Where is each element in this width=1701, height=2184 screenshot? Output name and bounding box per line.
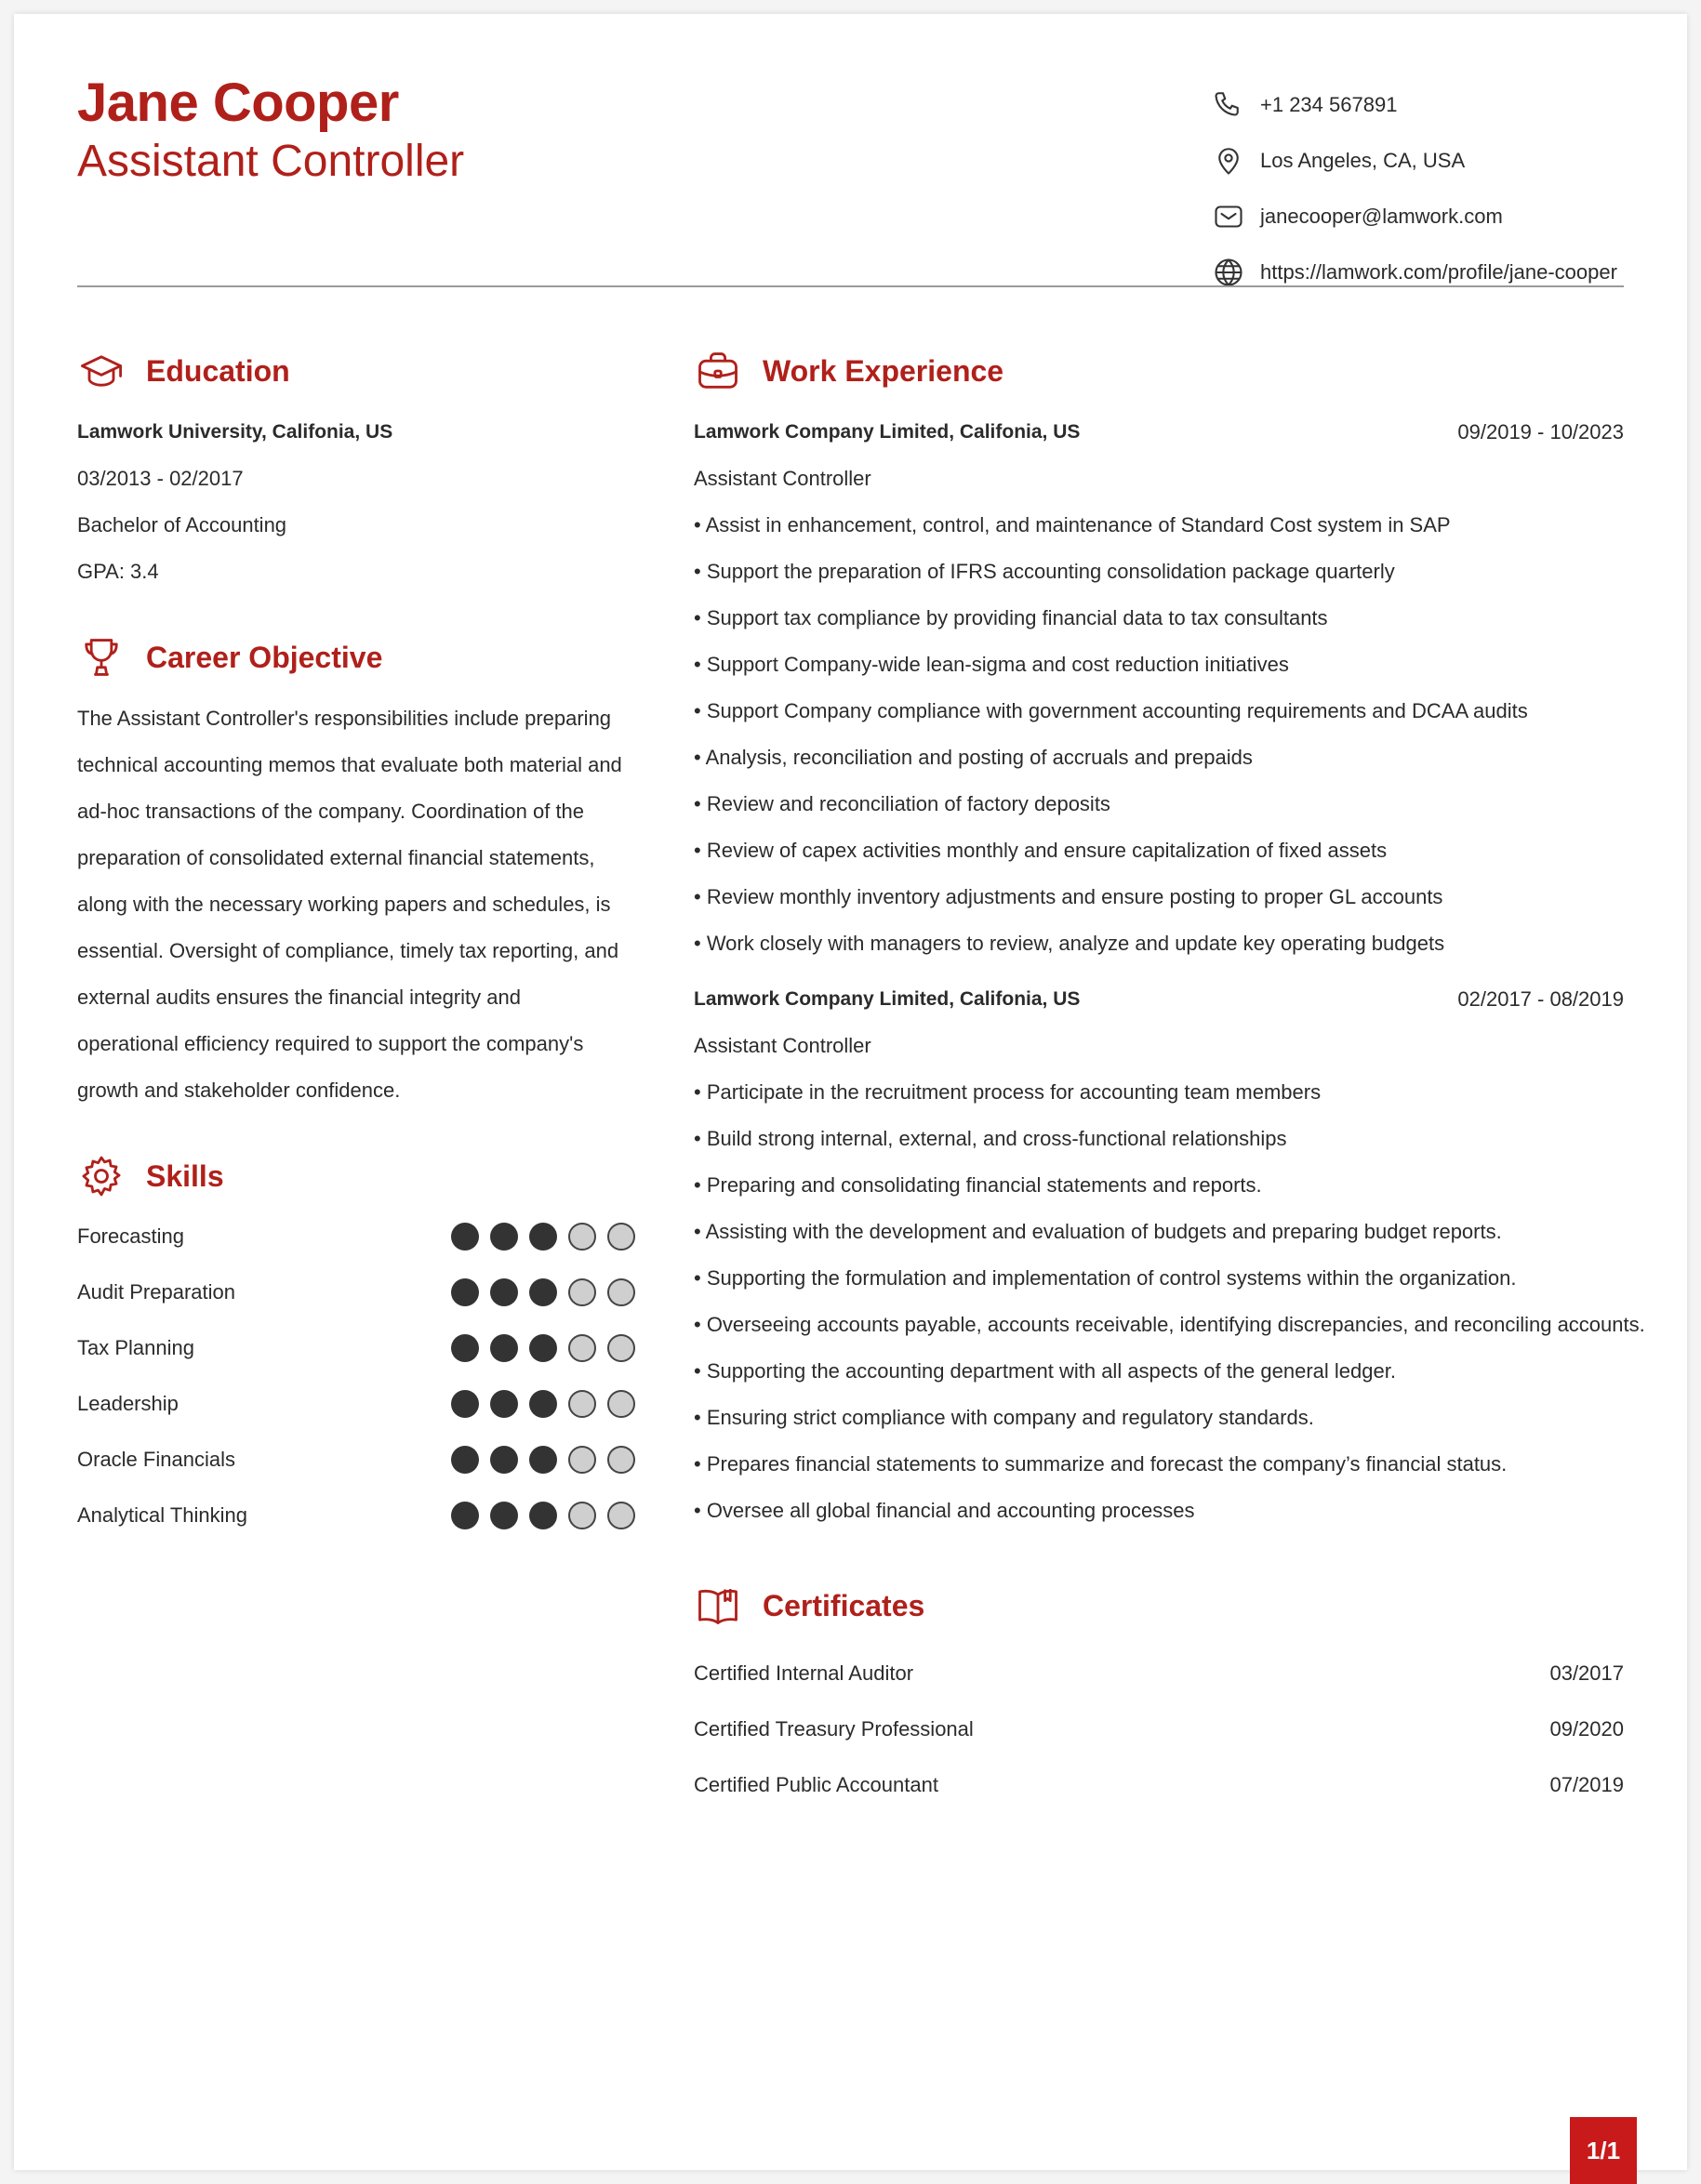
job-bullet: • Assisting with the development and evaluation of budgets and preparing budget reports.	[694, 1220, 1502, 1243]
contact-location-text: Los Angeles, CA, USA	[1260, 149, 1466, 172]
skill-rating	[451, 1502, 635, 1529]
skill-row	[77, 1488, 635, 1543]
job-dates: 09/2019 - 10/2023	[1457, 420, 1624, 443]
graduation-cap-icon	[77, 347, 126, 395]
job-entry	[694, 976, 1645, 1534]
certificates-title: Certificates	[763, 1588, 925, 1622]
skill-row	[77, 1432, 635, 1488]
job-entry	[694, 409, 1624, 967]
resume-page	[14, 14, 1687, 2170]
job-company: Lamwork Company Limited, Califonia, US	[694, 421, 1081, 443]
rating-dot-filled	[529, 1223, 557, 1251]
header-divider	[77, 285, 1624, 287]
rating-dot-filled	[529, 1334, 557, 1362]
certificates-section	[694, 1579, 1624, 1813]
education-title: Education	[146, 353, 290, 388]
rating-dot-empty	[568, 1446, 596, 1474]
objective-title: Career Objective	[146, 640, 383, 674]
job-bullet: • Support Company-wide lean-sigma and cost reduction initiatives	[694, 653, 1289, 676]
contact-email-text: janecooper@lamwork.com	[1260, 205, 1503, 228]
globe-icon	[1212, 256, 1245, 289]
contact-location	[1212, 133, 1640, 189]
certificate-name: Certified Internal Auditor	[694, 1661, 914, 1685]
job-header	[694, 976, 1624, 1023]
rating-dot-filled	[451, 1446, 479, 1474]
book-icon	[694, 1582, 742, 1630]
job-header	[694, 409, 1624, 456]
rating-dot-empty	[568, 1223, 596, 1251]
job-dates: 02/2017 - 08/2019	[1457, 987, 1624, 1011]
rating-dot-filled	[490, 1223, 518, 1251]
gear-icon	[77, 1152, 126, 1200]
work-title: Work Experience	[763, 353, 1004, 388]
rating-dot-empty	[568, 1390, 596, 1418]
education-school: Lamwork University, Califonia, US	[77, 421, 393, 443]
skill-name: Forecasting	[77, 1224, 184, 1248]
certificate-date: 07/2019	[1549, 1773, 1624, 1796]
skill-name: Leadership	[77, 1392, 179, 1415]
certificate-name: Certified Treasury Professional	[694, 1717, 974, 1741]
certificate-row	[694, 1757, 1624, 1813]
rating-dot-filled	[490, 1334, 518, 1362]
work-heading	[694, 344, 1624, 398]
rating-dot-filled	[451, 1334, 479, 1362]
rating-dot-filled	[529, 1502, 557, 1529]
rating-dot-empty	[607, 1278, 635, 1306]
job-bullet: • Preparing and consolidating financial statements and reports.	[694, 1173, 1262, 1197]
skill-name: Analytical Thinking	[77, 1503, 248, 1527]
job-bullet: • Support the preparation of IFRS accounting consolidation package quarterly	[694, 560, 1395, 583]
candidate-name: Jane Cooper	[77, 73, 399, 133]
skills-list	[77, 1209, 635, 1543]
rating-dot-filled	[490, 1502, 518, 1529]
location-pin-icon	[1212, 144, 1245, 178]
rating-dot-filled	[529, 1446, 557, 1474]
job-bullet: • Assist in enhancement, control, and maintenance of Standard Cost system in SAP	[694, 513, 1451, 536]
job-bullet: • Review and reconciliation of factory deposits	[694, 792, 1110, 815]
skills-title: Skills	[146, 1158, 224, 1193]
skills-heading	[77, 1149, 635, 1203]
job-bullet: • Review of capex activities monthly and ensure capitalization of fixed assets	[694, 839, 1388, 862]
rating-dot-empty	[607, 1334, 635, 1362]
rating-dot-filled	[529, 1390, 557, 1418]
job-bullet: • Build strong internal, external, and cross-functional relationships	[694, 1127, 1287, 1150]
job-bullet: • Support Company compliance with government accounting requirements and DCAA audits	[694, 699, 1528, 722]
objective-heading	[77, 630, 635, 684]
education-section	[77, 344, 635, 595]
trophy-icon	[77, 633, 126, 682]
certificate-date: 09/2020	[1549, 1717, 1624, 1741]
education-heading	[77, 344, 635, 398]
skill-rating	[451, 1390, 635, 1418]
job-bullet: • Overseeing accounts payable, accounts receivable, identifying discrepancies, and reconciling accounts.	[694, 1313, 1645, 1336]
skill-rating	[451, 1334, 635, 1362]
rating-dot-empty	[568, 1334, 596, 1362]
phone-icon	[1212, 88, 1245, 122]
briefcase-icon	[694, 347, 742, 395]
job-bullet: • Work closely with managers to review, analyze and update key operating budgets	[694, 932, 1445, 955]
rating-dot-filled	[451, 1502, 479, 1529]
job-bullet: • Participate in the recruitment process for accounting team members	[694, 1080, 1322, 1104]
objective-text: The Assistant Controller's responsibilities include preparing technical accounting memos that evaluate both material and ad-hoc transactions of the company. Coordination of the preparation of consolidated external financial statements, along with the necessary working papers and schedules, is essential. Oversight of compliance, timely tax reporting, and external audits ensures the financial integrity and operational efficiency required to support the company's growth and stakeholder confidence.	[77, 707, 622, 1102]
education-gpa: GPA: 3.4	[77, 560, 159, 583]
job-bullet: • Review monthly inventory adjustments and ensure posting to proper GL accounts	[694, 885, 1443, 908]
skills-section	[77, 1149, 635, 1543]
job-bullet: • Prepares financial statements to summarize and forecast the company’s financial status.	[694, 1452, 1508, 1476]
certificate-date: 03/2017	[1549, 1661, 1624, 1685]
job-role: Assistant Controller	[694, 467, 871, 490]
job-bullet: • Support tax compliance by providing financial data to tax consultants	[694, 606, 1328, 629]
rating-dot-empty	[607, 1446, 635, 1474]
candidate-title: Assistant Controller	[77, 137, 465, 186]
job-company: Lamwork Company Limited, Califonia, US	[694, 988, 1081, 1010]
left-column	[77, 344, 635, 1543]
rating-dot-empty	[607, 1390, 635, 1418]
job-bullet: • Ensuring strict compliance with company and regulatory standards.	[694, 1406, 1314, 1429]
rating-dot-empty	[607, 1502, 635, 1529]
rating-dot-filled	[451, 1278, 479, 1306]
contact-email[interactable]	[1212, 189, 1640, 245]
rating-dot-filled	[490, 1446, 518, 1474]
rating-dot-empty	[568, 1502, 596, 1529]
page-indicator[interactable]: 1/1	[1570, 2117, 1637, 2184]
skill-name: Tax Planning	[77, 1336, 194, 1359]
skill-row	[77, 1209, 635, 1264]
skill-rating	[451, 1278, 635, 1306]
skill-rating	[451, 1223, 635, 1251]
skill-row	[77, 1376, 635, 1432]
certificates-heading	[694, 1579, 1624, 1633]
education-degree: Bachelor of Accounting	[77, 513, 287, 536]
job-role: Assistant Controller	[694, 1034, 871, 1057]
objective-section	[77, 630, 635, 1114]
contact-phone-text: +1 234 567891	[1260, 93, 1398, 116]
rating-dot-filled	[490, 1278, 518, 1306]
rating-dot-filled	[451, 1223, 479, 1251]
rating-dot-empty	[568, 1278, 596, 1306]
contact-website[interactable]	[1212, 245, 1640, 300]
envelope-icon	[1212, 200, 1245, 233]
right-column	[694, 344, 1645, 1813]
rating-dot-filled	[451, 1390, 479, 1418]
job-bullet: • Oversee all global financial and accounting processes	[694, 1499, 1195, 1522]
certificate-name: Certified Public Accountant	[694, 1773, 938, 1796]
job-bullet: • Supporting the accounting department with all aspects of the general ledger.	[694, 1359, 1396, 1383]
certificate-row	[694, 1701, 1624, 1757]
skill-row	[77, 1320, 635, 1376]
job-bullet: • Analysis, reconciliation and posting of accruals and prepaids	[694, 746, 1253, 769]
job-bullet: • Supporting the formulation and implementation of control systems within the organization.	[694, 1266, 1517, 1290]
rating-dot-empty	[607, 1223, 635, 1251]
contact-list	[1212, 77, 1640, 300]
skill-name: Audit Preparation	[77, 1280, 235, 1304]
certificate-row	[694, 1646, 1624, 1701]
contact-website-text: https://lamwork.com/profile/jane-cooper	[1260, 260, 1617, 284]
work-section	[694, 344, 1645, 1534]
skill-name: Oracle Financials	[77, 1448, 235, 1471]
rating-dot-filled	[490, 1390, 518, 1418]
skill-rating	[451, 1446, 635, 1474]
skill-row	[77, 1264, 635, 1320]
education-dates: 03/2013 - 02/2017	[77, 467, 244, 490]
contact-phone[interactable]	[1212, 77, 1640, 133]
rating-dot-filled	[529, 1278, 557, 1306]
